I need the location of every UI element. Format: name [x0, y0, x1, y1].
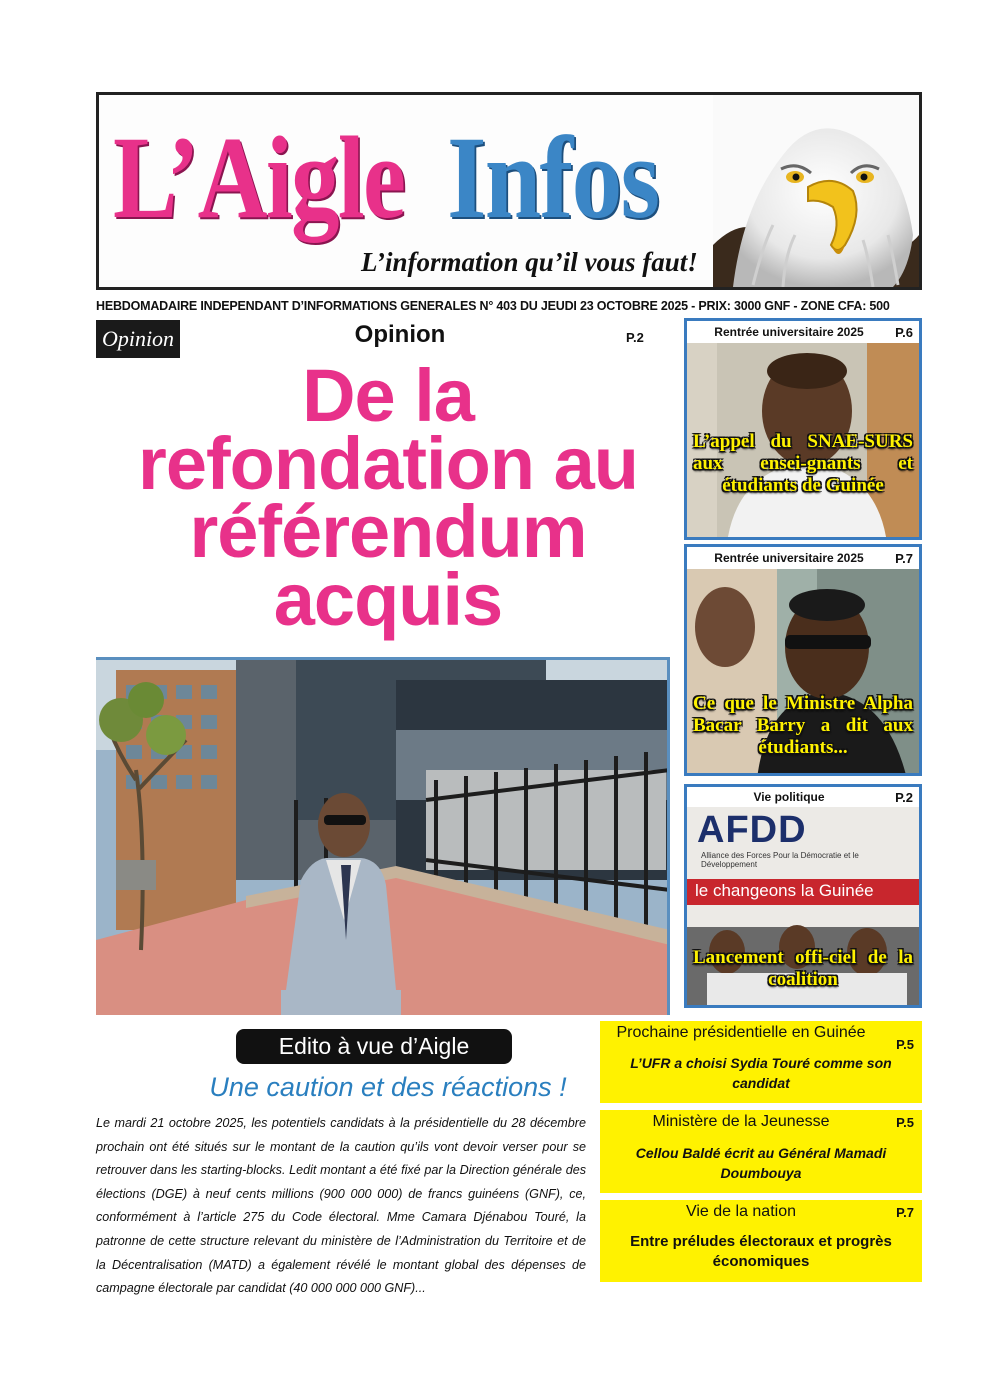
box-text: Cellou Baldé écrit au Général Mamadi Doumbouya [635, 1145, 887, 1181]
box-kicker: Ministère de la Jeunesse [652, 1113, 830, 1130]
main-photo [96, 657, 670, 1015]
section-label: Opinion [354, 321, 446, 348]
afdd-full-name: Alliance des Forces Pour la Démocratie et le Développement [701, 851, 859, 869]
card-header [687, 321, 919, 343]
teaser-card-minister[interactable] [684, 544, 922, 776]
card-caption: L’appel du SNAE-SURS aux ensei-gnants et étudiants de Guinée [693, 431, 913, 496]
edito-title: Une caution et des réactions ! [209, 1072, 567, 1102]
teaser-box-ufr[interactable] [600, 1021, 922, 1103]
card-caption: Lancement offi-ciel de la coalition [693, 947, 913, 990]
box-kicker: Prochaine présidentielle en Guinée [616, 1024, 866, 1041]
teaser-card-afdd[interactable] [684, 784, 922, 1008]
card-header [687, 787, 919, 807]
page-ref: P.5 [896, 1037, 914, 1052]
page-ref: P.2 [895, 790, 913, 805]
box-kicker: Vie de la nation [685, 1203, 796, 1220]
edito-label: Edito à vue d’Aigle [236, 1029, 512, 1064]
main-headline: De la refondation au référendum acquis [138, 354, 638, 641]
teaser-box-nation[interactable] [600, 1200, 922, 1282]
logo-title-infos: Infos [447, 112, 659, 243]
edito-body: Le mardi 21 octobre 2025, les potentiels candidats à la présidentielle du 28 décembre prochain ont été situés sur le montant de la caution qu’ils vont devoir verser pour se retrouver dans les starting-blocks. Ledit montant a été fixé par la Direction générale des élections (DGE) à neuf cents millions (900 000 000) de francs guinéens (GNF), ce, conformément à l’article 275 du Code électoral. Mme Camara Djénabou Touré, la patronne de cette structure relevant du ministère de l’Administration du Territoire et de la Décentralisation (MATD) a également révélé le montant global des dépenses de campagne électorale par candidat (40 000 000 000 GNF)... [96, 1116, 586, 1296]
teaser-box-jeunesse[interactable] [600, 1110, 922, 1193]
afdd-logo-text: AFDD [697, 809, 807, 851]
card-caption: Ce que le Ministre Alpha Bacar Barry a dit aux étudiants... [693, 693, 913, 758]
page-ref: P.6 [895, 325, 913, 340]
box-text: L’UFR a choisi Sydia Touré comme son candidat [630, 1055, 892, 1091]
logo-title-aigle: L’Aigle [113, 112, 405, 243]
page-ref: P.5 [896, 1115, 914, 1130]
opinion-logo: Opinion [96, 320, 180, 358]
card-header [687, 547, 919, 569]
card-kicker: Rentrée universitaire 2025 [714, 551, 864, 565]
card-kicker: Vie politique [753, 790, 825, 804]
page-ref: P.7 [895, 551, 913, 566]
page-ref: P.7 [896, 1205, 914, 1220]
teaser-card-snae[interactable] [684, 318, 922, 540]
card-kicker: Rentrée universitaire 2025 [714, 325, 864, 339]
box-text: Entre préludes électoraux et progrès économiques [630, 1233, 892, 1270]
masthead [96, 92, 922, 290]
afdd-slogan: le changeons la Guinée [695, 881, 874, 900]
eagle-image [713, 95, 919, 287]
tagline: L’information qu’il vous faut! [361, 247, 698, 277]
page-ref: P.2 [626, 330, 644, 345]
issue-info-bar: HEBDOMADAIRE INDEPENDANT D’INFORMATIONS GENERALES N° 403 DU JEUDI 23 OCTOBRE 2025 - PRIX: 3000 GNF - ZONE CFA: 500 [96, 299, 890, 313]
